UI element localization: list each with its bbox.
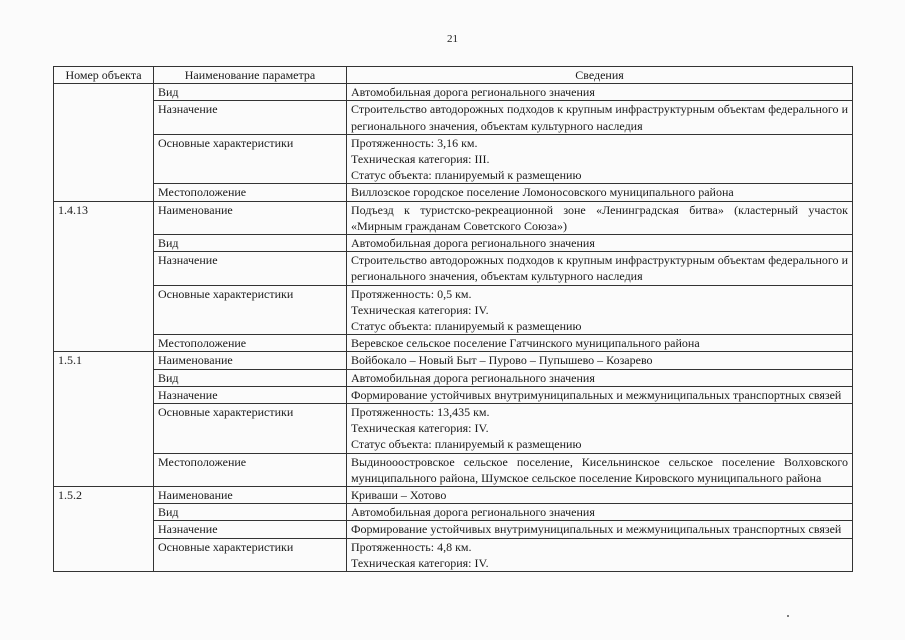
details-text: Формирование устойчивых внутримуниципальных и межмуниципальных транспортных связей — [351, 387, 842, 402]
scan-speck — [787, 615, 789, 617]
details-cell — [347, 252, 853, 285]
table-header-row — [54, 67, 853, 84]
table-row — [54, 352, 853, 369]
details-text: Статус объекта: планируемый к размещению — [351, 319, 582, 334]
details-cell — [347, 487, 853, 504]
details-text: Криваши – Хотово — [351, 488, 447, 503]
object-number-cell — [54, 84, 154, 201]
details-text: Веревское сельское поселение Гатчинского муниципального района — [351, 336, 700, 351]
column-header-details: Сведения — [347, 67, 853, 84]
parameter-name-cell: Местоположение — [154, 184, 347, 201]
table-body — [54, 84, 853, 572]
details-text: Статус объекта: планируемый к размещению — [351, 168, 582, 183]
parameter-name-cell: Вид — [154, 84, 347, 101]
parameter-name-cell: Вид — [154, 369, 347, 386]
details-cell — [347, 453, 853, 486]
details-cell — [347, 134, 853, 184]
column-header-object-number: Номер объекта — [54, 67, 154, 84]
details-text: Техническая категория: IV. — [351, 421, 489, 436]
details-cell — [347, 335, 853, 352]
details-cell — [347, 521, 853, 538]
parameter-name-cell: Основные характеристики — [154, 285, 347, 335]
parameter-name-cell: Назначение — [154, 101, 347, 134]
details-text: Техническая категория: IV. — [351, 302, 489, 317]
details-cell — [347, 201, 853, 234]
table-row — [54, 369, 853, 386]
parameter-name-cell: Местоположение — [154, 453, 347, 486]
object-number-cell: 1.5.2 — [54, 487, 154, 572]
details-cell — [347, 352, 853, 369]
parameter-name-cell: Основные характеристики — [154, 538, 347, 571]
details-text: Строительство автодорожных подходов к крупным инфраструктурным объектам федерального и регионального значения, объектам культурного наследия — [351, 253, 848, 284]
details-text: Автомобильная дорога регионального значения — [351, 505, 595, 520]
parameter-name-cell: Местоположение — [154, 335, 347, 352]
details-cell — [347, 101, 853, 134]
table-row — [54, 285, 853, 335]
details-cell — [347, 504, 853, 521]
parameter-name-cell: Назначение — [154, 521, 347, 538]
details-text: Формирование устойчивых внутримуниципальных и межмуниципальных транспортных связей — [351, 522, 842, 537]
parameters-table — [53, 66, 853, 572]
details-cell — [347, 386, 853, 403]
table-row — [54, 504, 853, 521]
details-cell — [347, 404, 853, 454]
table-row — [54, 521, 853, 538]
parameter-name-cell: Назначение — [154, 386, 347, 403]
table-row — [54, 201, 853, 234]
details-cell — [347, 369, 853, 386]
details-cell — [347, 84, 853, 101]
table-row — [54, 404, 853, 454]
parameter-name-cell: Вид — [154, 504, 347, 521]
details-text: Автомобильная дорога регионального значения — [351, 85, 595, 100]
details-text: Автомобильная дорога регионального значения — [351, 236, 595, 251]
parameter-name-cell: Назначение — [154, 252, 347, 285]
table-row — [54, 335, 853, 352]
details-cell — [347, 285, 853, 335]
table-row — [54, 134, 853, 184]
page-number: 21 — [447, 33, 458, 45]
details-text: Протяженность: 4,8 км. — [351, 539, 472, 554]
table-row — [54, 235, 853, 252]
details-text: Виллозское городское поселение Ломоносовского муниципального района — [351, 185, 734, 200]
details-text: Протяженность: 13,435 км. — [351, 405, 490, 420]
details-cell — [347, 184, 853, 201]
table-row — [54, 101, 853, 134]
details-text: Протяженность: 3,16 км. — [351, 135, 478, 150]
table-row — [54, 184, 853, 201]
details-text: Протяженность: 0,5 км. — [351, 286, 472, 301]
table-row — [54, 252, 853, 285]
parameter-name-cell: Вид — [154, 235, 347, 252]
details-text: Подъезд к туристско-рекреационной зоне «Ленинградская битва» (кластерный участок «Мирным гражданам Советского Союза») — [351, 202, 848, 233]
details-cell — [347, 538, 853, 571]
table-row — [54, 84, 853, 101]
table-row — [54, 386, 853, 403]
details-cell — [347, 235, 853, 252]
parameter-name-cell: Наименование — [154, 487, 347, 504]
object-number-cell: 1.5.1 — [54, 352, 154, 487]
details-text: Автомобильная дорога регионального значения — [351, 370, 595, 385]
parameter-name-cell: Наименование — [154, 201, 347, 234]
details-text: Техническая категория: IV. — [351, 555, 489, 570]
table-row — [54, 538, 853, 571]
parameter-name-cell: Основные характеристики — [154, 134, 347, 184]
table-row — [54, 453, 853, 486]
parameter-name-cell: Наименование — [154, 352, 347, 369]
object-number-cell: 1.4.13 — [54, 201, 154, 352]
column-header-parameter-name: Наименование параметра — [154, 67, 347, 84]
details-text: Статус объекта: планируемый к размещению — [351, 437, 582, 452]
details-text: Войбокало – Новый Быт – Пурово – Пупышево – Козарево — [351, 353, 653, 368]
details-text: Выдинооостровское сельское поселение, Кисельнинское сельское поселение Волховского муниципального района, Шумское сельское поселение Кировского муниципального района — [351, 454, 848, 485]
parameter-name-cell: Основные характеристики — [154, 404, 347, 454]
table-row — [54, 487, 853, 504]
details-text: Строительство автодорожных подходов к крупным инфраструктурным объектам федерального и регионального значения, объектам культурного наследия — [351, 102, 848, 133]
details-text: Техническая категория: III. — [351, 152, 490, 167]
